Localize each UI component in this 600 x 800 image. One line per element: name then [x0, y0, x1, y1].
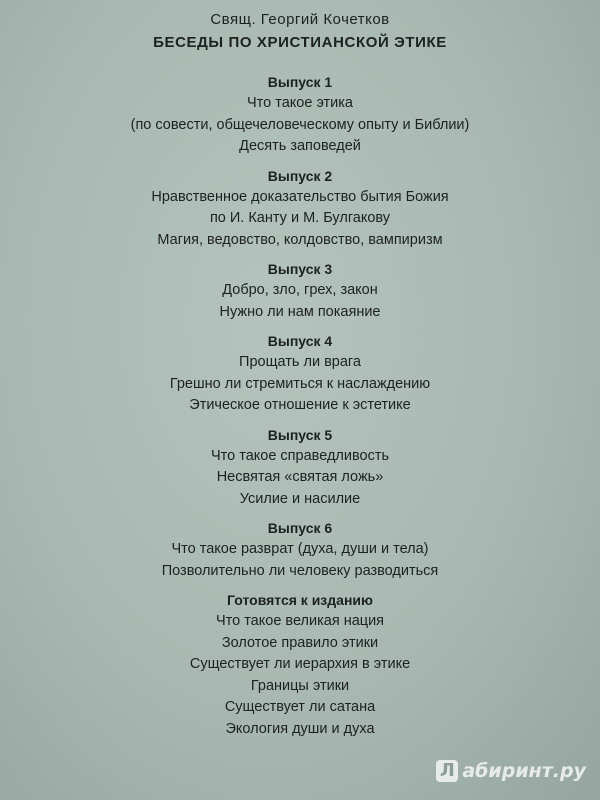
- issue-topic: по И. Канту и М. Булгакову: [209, 210, 391, 226]
- issue-topic: Этическое отношение к эстетике: [189, 397, 411, 413]
- issue-heading: Выпуск 5: [267, 426, 333, 443]
- issue-topic: Экология души и духа: [225, 720, 375, 737]
- issue-heading: Выпуск 6: [267, 520, 333, 536]
- issue-topic: Что такое справедливость: [210, 447, 390, 464]
- issue-block: [0, 259, 600, 323]
- labirint-watermark: [436, 760, 586, 782]
- issue-block: [0, 518, 600, 582]
- issues-list: [0, 72, 600, 748]
- labirint-logo-icon: Л: [436, 760, 458, 782]
- issue-topic: Нравственное доказательство бытия Божия: [151, 188, 449, 205]
- issue-topic: Десять заповедей: [239, 138, 361, 154]
- issue-heading: Выпуск 4: [267, 333, 333, 349]
- issue-heading: Выпуск 2: [267, 167, 333, 184]
- issue-topic: Границы этики: [250, 677, 350, 694]
- issue-block: [0, 166, 600, 252]
- issue-topic: Что такое великая нация: [215, 613, 385, 629]
- issue-topic: Нужно ли нам покаяние: [219, 303, 381, 320]
- issue-topic: Позволительно ли человеку разводиться: [161, 562, 439, 579]
- issue-topic: Что такое разврат (духа, души и тела): [171, 541, 429, 557]
- issue-topic: Существует ли иерархия в этике: [189, 656, 411, 672]
- watermark-text: абиринт.ру: [462, 760, 586, 782]
- issue-topic: Существует ли сатана: [224, 699, 376, 715]
- author-name: Свящ. Георгий Кочетков: [210, 11, 390, 28]
- issue-topic: Усилие и насилие: [239, 490, 361, 507]
- issue-block: [0, 72, 600, 158]
- issue-block: [0, 331, 600, 417]
- issue-heading: Готовятся к изданию: [227, 592, 373, 608]
- issue-topic: (по совести, общечеловеческому опыту и Библии): [130, 116, 470, 133]
- issue-block: [0, 590, 600, 740]
- issue-heading: Выпуск 1: [267, 74, 333, 90]
- issue-block: [0, 425, 600, 511]
- issue-topic: Грешно ли стремиться к наслаждению: [169, 375, 431, 392]
- issue-topic: Несвятая «святая ложь»: [216, 469, 384, 485]
- issue-topic: Добро, зло, грех, закон: [222, 282, 378, 298]
- series-title: БЕСЕДЫ ПО ХРИСТИАНСКОЙ ЭТИКЕ: [153, 34, 447, 51]
- issue-topic: Золотое правило этики: [221, 634, 379, 651]
- issue-heading: Выпуск 3: [267, 261, 333, 277]
- issue-topic: Магия, ведовство, колдовство, вампиризм: [157, 231, 443, 248]
- issue-topic: Что такое этика: [247, 95, 353, 111]
- issue-topic: Прощать ли врага: [239, 354, 361, 370]
